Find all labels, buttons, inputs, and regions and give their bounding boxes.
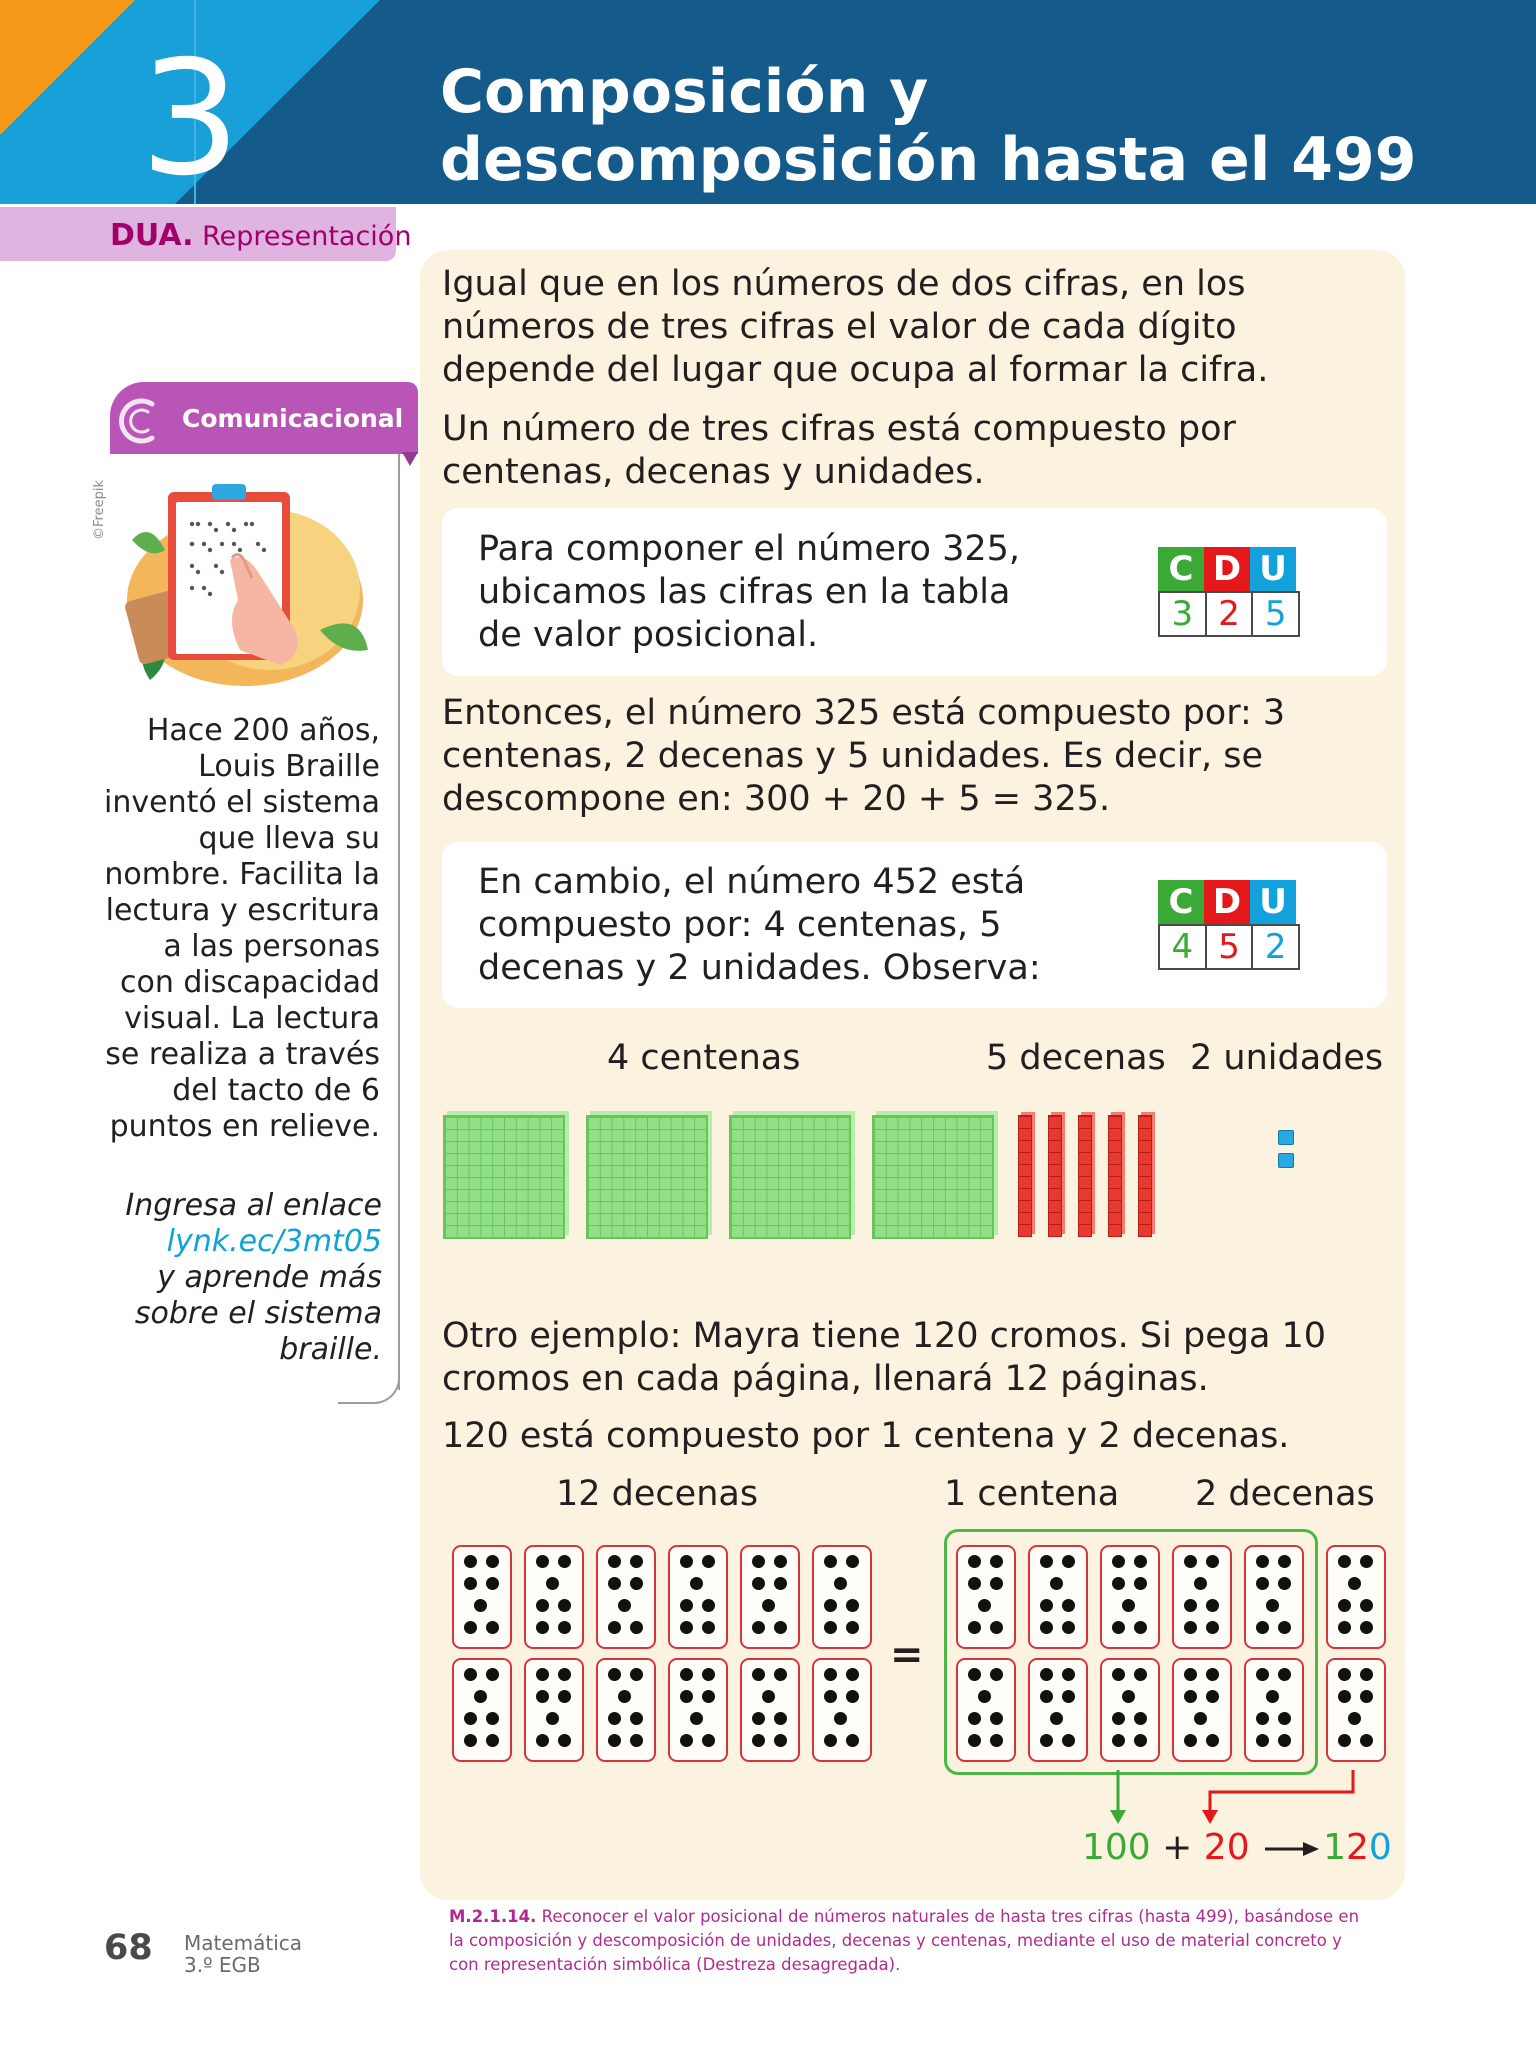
braille-dot: [990, 1621, 1003, 1634]
braille-dot: [702, 1690, 715, 1703]
header-d: D: [1204, 547, 1250, 591]
braille-card: [1028, 1545, 1088, 1649]
braille-dot: [486, 1712, 499, 1725]
braille-dot: [464, 1555, 477, 1568]
braille-dot: [1338, 1599, 1351, 1612]
braille-dot: [846, 1555, 859, 1568]
braille-dot: [464, 1621, 477, 1634]
total-digit-u: 0: [1368, 1827, 1392, 1868]
braille-dot: [474, 1690, 487, 1703]
braille-dot: [690, 1577, 703, 1590]
digit-c: 4: [1158, 924, 1207, 970]
braille-dot: [752, 1577, 765, 1590]
braille-dot: [990, 1734, 1003, 1747]
braille-dot: [1112, 1555, 1125, 1568]
total-digit-d: 2: [1345, 1827, 1369, 1868]
braille-dot: [834, 1712, 847, 1725]
braille-dot: [702, 1621, 715, 1634]
sidebar-braille-text: Hace 200 años, Louis Braille inventó el sistema que lleva su nombre. Facilita la lectura y escritura a las personas con discapacidad visual. La lectura se realiza a través del tacto de 6 puntos en relieve.: [104, 713, 380, 1144]
braille-dot: [464, 1712, 477, 1725]
braille-dot: [968, 1577, 981, 1590]
braille-card: [1326, 1658, 1386, 1762]
braille-dot: [1338, 1555, 1351, 1568]
braille-dot: [1338, 1734, 1351, 1747]
braille-dot: [824, 1621, 837, 1634]
braille-dot: [1122, 1599, 1135, 1612]
braille-dot: [1040, 1599, 1053, 1612]
ten-rod: [1108, 1115, 1122, 1237]
page-title: [440, 58, 1500, 194]
braille-dot: [990, 1668, 1003, 1681]
braille-dot: [464, 1734, 477, 1747]
braille-dot: [546, 1577, 559, 1590]
braille-dot: [762, 1690, 775, 1703]
braille-card: [1326, 1545, 1386, 1649]
result-20: 20: [1203, 1827, 1250, 1868]
braille-dot: [1338, 1668, 1351, 1681]
braille-dot: [1194, 1577, 1207, 1590]
braille-dot: [1360, 1690, 1373, 1703]
sidebar-tab-label: Comunicacional: [182, 404, 404, 433]
braille-dot: [774, 1577, 787, 1590]
braille-dot: [1360, 1555, 1373, 1568]
braille-dot: [1040, 1690, 1053, 1703]
braille-card: [668, 1658, 728, 1762]
result-100: 100: [1082, 1827, 1151, 1868]
braille-dot: [630, 1577, 643, 1590]
braille-dot: [608, 1555, 621, 1568]
braille-dot: [630, 1555, 643, 1568]
hundred-flat: [586, 1115, 708, 1239]
braille-dot: [1062, 1734, 1075, 1747]
braille-dot: [558, 1621, 571, 1634]
braille-dot: [1062, 1690, 1075, 1703]
braille-dot: [486, 1577, 499, 1590]
braille-dot: [1050, 1577, 1063, 1590]
braille-dot: [1256, 1621, 1269, 1634]
braille-dot: [464, 1668, 477, 1681]
braille-dot: [1278, 1577, 1291, 1590]
label-2-unidades: 2 unidades: [1190, 1038, 1384, 1078]
braille-dot: [1256, 1712, 1269, 1725]
braille-dot: [486, 1621, 499, 1634]
braille-dot: [978, 1599, 991, 1612]
green-arrow-icon: [1110, 1810, 1126, 1824]
braille-card: [524, 1545, 584, 1649]
braille-dot: [1206, 1668, 1219, 1681]
intro-paragraph-2: Un número de tres cifras está compuesto por centenas, decenas y unidades.: [442, 409, 1236, 492]
braille-card: [1100, 1545, 1160, 1649]
braille-dot: [1348, 1712, 1361, 1725]
braille-dot: [1112, 1712, 1125, 1725]
braille-dot: [558, 1555, 571, 1568]
braille-dot: [680, 1555, 693, 1568]
braille-dot: [1062, 1599, 1075, 1612]
braille-dot: [1062, 1555, 1075, 1568]
braille-dot: [1256, 1555, 1269, 1568]
digit-u: 5: [1251, 591, 1300, 637]
ten-rod: [1018, 1115, 1032, 1237]
digit-d: 5: [1205, 924, 1254, 970]
braille-card: [1244, 1545, 1304, 1649]
braille-card: [1172, 1658, 1232, 1762]
grade: 3.º EGB: [184, 1953, 261, 1977]
subject: Matemática: [184, 1931, 303, 1955]
braille-dot: [536, 1599, 549, 1612]
braille-dot: [752, 1734, 765, 1747]
braille-dot: [834, 1577, 847, 1590]
braille-dot: [558, 1668, 571, 1681]
digit-d: 2: [1205, 591, 1254, 637]
braille-dot: [608, 1577, 621, 1590]
braille-dot: [1112, 1577, 1125, 1590]
braille-dot: [1134, 1621, 1147, 1634]
braille-dot: [1348, 1577, 1361, 1590]
link-outro: y aprende más sobre el sistema braille.: [134, 1260, 382, 1367]
braille-dot: [630, 1734, 643, 1747]
arrows: [1100, 1770, 1360, 1830]
braille-dot: [1278, 1621, 1291, 1634]
braille-dot: [702, 1668, 715, 1681]
braille-dot: [1134, 1734, 1147, 1747]
label-5-decenas: 5 decenas: [986, 1038, 1166, 1078]
braille-dot: [474, 1599, 487, 1612]
unit-number: 3: [140, 27, 241, 204]
label-4-centenas: 4 centenas: [607, 1038, 801, 1078]
braille-dot: [752, 1712, 765, 1725]
braille-dot: [968, 1712, 981, 1725]
sidebar-link-text: [100, 1188, 382, 1368]
braille-dot: [846, 1668, 859, 1681]
equals-sign: =: [890, 1632, 924, 1678]
ten-rod: [1138, 1115, 1152, 1237]
hundred-flat: [443, 1115, 565, 1239]
braille-card: [956, 1545, 1016, 1649]
braille-dot: [690, 1712, 703, 1725]
braille-card: [452, 1658, 512, 1762]
braille-dot: [774, 1555, 787, 1568]
label-12-decenas: 12 decenas: [556, 1474, 759, 1514]
braille-dot: [536, 1668, 549, 1681]
braille-dot: [846, 1621, 859, 1634]
braille-dot: [630, 1668, 643, 1681]
dua-representacion: Representación: [202, 221, 412, 252]
braille-dot: [608, 1712, 621, 1725]
braille-dot: [1134, 1555, 1147, 1568]
sidebar-border: [398, 454, 400, 1390]
hundred-flat: [729, 1115, 851, 1239]
header-u: U: [1250, 880, 1296, 924]
red-arrow-icon: [1202, 1810, 1218, 1824]
braille-dot: [1256, 1668, 1269, 1681]
braille-dot: [1278, 1668, 1291, 1681]
braille-dot: [1184, 1690, 1197, 1703]
braille-dot: [752, 1668, 765, 1681]
braille-dot: [1338, 1690, 1351, 1703]
braille-dot: [824, 1555, 837, 1568]
braille-dot: [752, 1621, 765, 1634]
braille-dot: [1184, 1734, 1197, 1747]
braille-dot: [702, 1555, 715, 1568]
header-d: D: [1204, 880, 1250, 924]
braille-dot: [774, 1734, 787, 1747]
braille-dot: [1206, 1690, 1219, 1703]
braille-dot: [1266, 1599, 1279, 1612]
page-number: 68: [104, 1928, 153, 1968]
braille-dot: [536, 1690, 549, 1703]
braille-card: [1100, 1658, 1160, 1762]
ten-rod: [1048, 1115, 1062, 1237]
braille-dot: [968, 1555, 981, 1568]
intro-paragraph-1: Igual que en los números de dos cifras, en los números de tres cifras el valor de cada dígito depende del lugar que ocupa al formar la cifra.: [442, 264, 1269, 390]
braille-dot: [536, 1734, 549, 1747]
braille-dot: [680, 1668, 693, 1681]
braille-dot: [990, 1555, 1003, 1568]
braille-dot: [608, 1734, 621, 1747]
braille-dot: [1206, 1599, 1219, 1612]
label-2-decenas: 2 decenas: [1195, 1474, 1375, 1514]
braille-card: [668, 1545, 728, 1649]
braille-dot: [1122, 1690, 1135, 1703]
header-c: C: [1158, 547, 1204, 591]
braille-dot: [680, 1621, 693, 1634]
braille-dot: [1256, 1734, 1269, 1747]
braille-dot: [608, 1621, 621, 1634]
braille-dot: [978, 1690, 991, 1703]
place-value-table-325: [1158, 547, 1300, 637]
braille-dot: [1184, 1599, 1197, 1612]
footer-subject: [184, 1932, 302, 1976]
result-plus: +: [1162, 1827, 1193, 1868]
braille-dot: [1278, 1555, 1291, 1568]
braille-dot: [536, 1555, 549, 1568]
braille-dot: [990, 1712, 1003, 1725]
decomposition-paragraph: Entonces, el número 325 está compuesto por: 3 centenas, 2 decenas y 5 unidades. Es decir, se descompone en: 300 + 20 + 5 = 325.: [442, 693, 1286, 819]
braille-card: [524, 1658, 584, 1762]
title-line-2: descomposición hasta el 499: [440, 125, 1417, 195]
braille-card: [596, 1545, 656, 1649]
image-credit: ©Freepik: [92, 480, 107, 540]
digit-c: 3: [1158, 591, 1207, 637]
ten-rod: [1078, 1115, 1092, 1237]
link-intro: Ingresa al enlace: [125, 1188, 382, 1223]
braille-dot: [1134, 1577, 1147, 1590]
tab-fold: [402, 452, 418, 466]
braille-dot: [618, 1690, 631, 1703]
braille-dot: [1062, 1668, 1075, 1681]
braille-dot: [1062, 1621, 1075, 1634]
braille-dot: [1256, 1577, 1269, 1590]
braille-dot: [774, 1712, 787, 1725]
example-paragraph: Otro ejemplo: Mayra tiene 120 cromos. Si pega 10 cromos en cada página, llenará 12 páginas.: [442, 1316, 1327, 1399]
braille-dot: [824, 1690, 837, 1703]
unit-cube: [1278, 1130, 1294, 1145]
braille-card: [740, 1545, 800, 1649]
braille-dot: [1360, 1621, 1373, 1634]
braille-dot: [752, 1555, 765, 1568]
result-expression: [1082, 1827, 1392, 1868]
braille-link[interactable]: lynk.ec/3mt05: [166, 1224, 382, 1259]
braille-card: [1028, 1658, 1088, 1762]
digit-u: 2: [1251, 924, 1300, 970]
braille-card: [740, 1658, 800, 1762]
braille-dot: [968, 1734, 981, 1747]
curriculum-standard: [449, 1905, 1369, 1977]
header-u: U: [1250, 547, 1296, 591]
braille-dot: [990, 1577, 1003, 1590]
dua-bold: DUA.: [110, 218, 194, 253]
braille-dot: [558, 1599, 571, 1612]
braille-dot: [968, 1621, 981, 1634]
braille-dot: [702, 1599, 715, 1612]
place-value-table-452: [1158, 880, 1300, 970]
braille-dot: [846, 1734, 859, 1747]
braille-dot: [680, 1734, 693, 1747]
braille-dot: [1040, 1555, 1053, 1568]
box1-text: Para componer el número 325, ubicamos las cifras en la tabla de valor posicional.: [478, 529, 1021, 655]
title-line-1: Composición y: [440, 57, 929, 127]
braille-dot: [1184, 1555, 1197, 1568]
braille-dot: [1206, 1555, 1219, 1568]
total-digit-c: 1: [1323, 1827, 1346, 1868]
braille-card: [1244, 1658, 1304, 1762]
braille-dot: [774, 1621, 787, 1634]
header-c: C: [1158, 880, 1204, 924]
right-arrow-icon: [1263, 1839, 1321, 1859]
braille-card: [956, 1658, 1016, 1762]
braille-card: [812, 1545, 872, 1649]
braille-dot: [464, 1577, 477, 1590]
braille-dot: [702, 1734, 715, 1747]
braille-card: [596, 1658, 656, 1762]
braille-dot: [618, 1599, 631, 1612]
braille-dot: [1278, 1734, 1291, 1747]
braille-dot: [1360, 1734, 1373, 1747]
braille-dot: [1360, 1599, 1373, 1612]
braille-dot: [680, 1690, 693, 1703]
braille-dot: [824, 1668, 837, 1681]
braille-dot: [558, 1690, 571, 1703]
braille-dot: [1112, 1734, 1125, 1747]
braille-dot: [1050, 1712, 1063, 1725]
braille-dot: [774, 1668, 787, 1681]
standard-code: M.2.1.14.: [449, 1907, 537, 1926]
dua-label: [110, 218, 411, 253]
braille-dot: [1112, 1668, 1125, 1681]
braille-dot: [1206, 1621, 1219, 1634]
braille-dot: [608, 1668, 621, 1681]
label-1-centena: 1 centena: [944, 1474, 1120, 1514]
braille-dot: [1360, 1668, 1373, 1681]
standard-text: Reconocer el valor posicional de números naturales de hasta tres cifras (hasta 499), basándose en la composición y descomposición de unidades, decenas y centenas, mediante el uso de material concreto y con representación simbólica (Destreza desagregada).: [449, 1907, 1360, 1974]
braille-dot: [846, 1690, 859, 1703]
unit-cube: [1278, 1153, 1294, 1168]
braille-dot: [1134, 1668, 1147, 1681]
braille-dot: [824, 1599, 837, 1612]
braille-dot: [1184, 1621, 1197, 1634]
braille-dot: [486, 1555, 499, 1568]
braille-reading-illustration: [120, 480, 370, 695]
braille-dot: [1266, 1690, 1279, 1703]
braille-dot: [1194, 1712, 1207, 1725]
braille-dot: [1134, 1712, 1147, 1725]
hundred-flat: [872, 1115, 994, 1239]
braille-dot: [630, 1621, 643, 1634]
braille-dot: [1184, 1668, 1197, 1681]
braille-dot: [824, 1734, 837, 1747]
box2-text: En cambio, el número 452 está compuesto por: 4 centenas, 5 decenas y 2 unidades. Observa:: [478, 862, 1041, 988]
braille-dot: [762, 1599, 775, 1612]
braille-dot: [536, 1621, 549, 1634]
braille-dot: [968, 1668, 981, 1681]
braille-dot: [1040, 1621, 1053, 1634]
comunicacional-icon: [118, 396, 162, 446]
braille-dot: [546, 1712, 559, 1725]
braille-card: [452, 1545, 512, 1649]
braille-dot: [1278, 1712, 1291, 1725]
braille-dot: [846, 1599, 859, 1612]
braille-dot: [558, 1734, 571, 1747]
braille-dot: [1206, 1734, 1219, 1747]
braille-dot: [680, 1599, 693, 1612]
braille-dot: [1112, 1621, 1125, 1634]
page-header: [0, 0, 1536, 204]
braille-dot: [1338, 1621, 1351, 1634]
braille-dot: [486, 1668, 499, 1681]
braille-dot: [1040, 1734, 1053, 1747]
braille-dot: [1040, 1668, 1053, 1681]
braille-card: [1172, 1545, 1232, 1649]
braille-dot: [630, 1712, 643, 1725]
braille-card: [812, 1658, 872, 1762]
braille-dot: [486, 1734, 499, 1747]
composed-paragraph: 120 está compuesto por 1 centena y 2 decenas.: [442, 1416, 1290, 1456]
